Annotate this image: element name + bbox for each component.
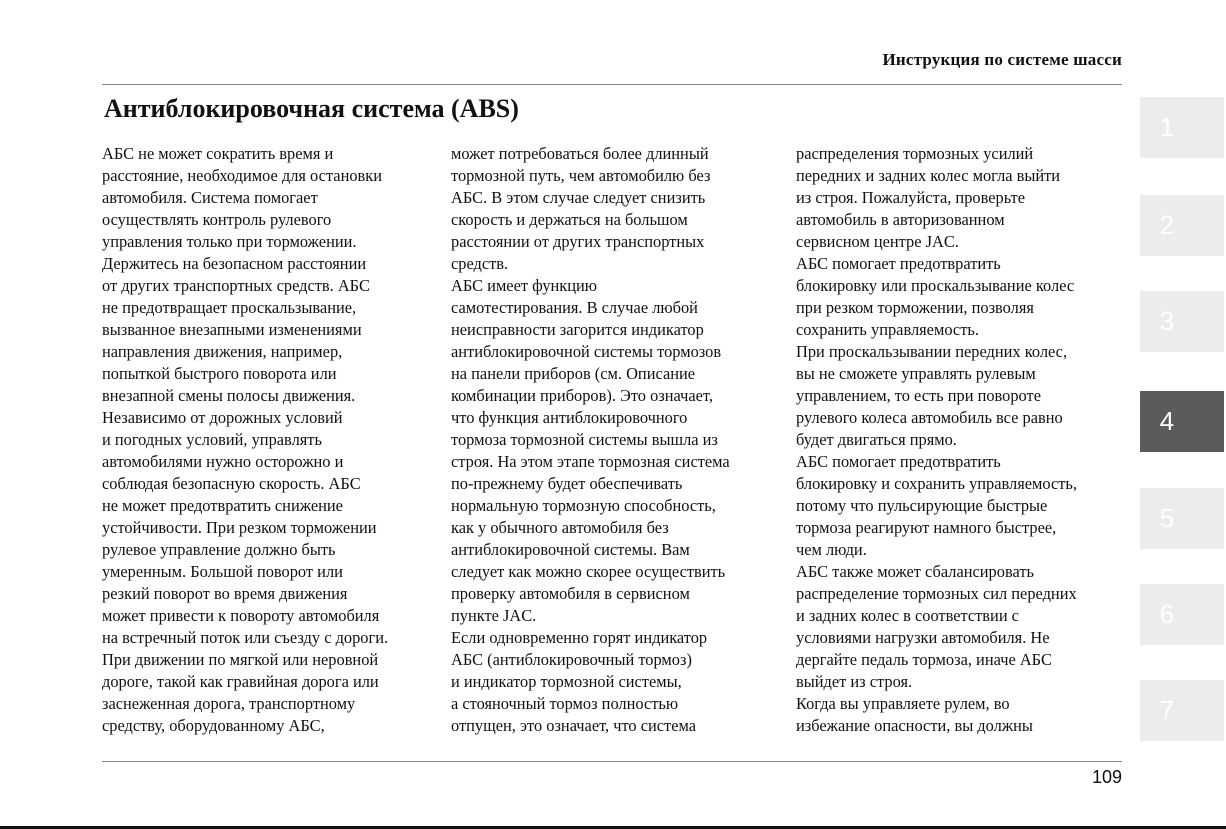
chapter-tab-5[interactable] [1140, 488, 1224, 549]
text-line: блокировку и сохранить управляемость, [796, 474, 1078, 493]
text-line: умеренным. Большой поворот или [102, 562, 343, 581]
text-line: расстоянии от других транспортных [451, 232, 705, 251]
text-line: сервисном центре JAC. [796, 232, 959, 251]
section-header-title: Инструкция по системе шасси [882, 50, 1122, 69]
text-line: при резком торможении, позволяя [796, 298, 1034, 317]
text-line: вызванное внезапными изменениями [102, 320, 362, 339]
text-line: направления движения, например, [102, 342, 343, 361]
text-line: соблюдая безопасную скорость. АБС [102, 474, 361, 493]
text-line: осуществлять контроль рулевого [102, 210, 332, 229]
chapter-tab-label: 4 [1159, 406, 1175, 436]
text-line: распределение тормозных сил передних [796, 584, 1077, 603]
text-line: выйдет из строя. [796, 672, 913, 691]
text-line: Когда вы управляете рулем, во [796, 694, 1010, 713]
text-line: и индикатор тормозной системы, [451, 672, 682, 691]
chapter-tab-label: 1 [1159, 112, 1175, 142]
chapter-tab-6[interactable] [1140, 584, 1224, 645]
text-line: Если одновременно горят индикатор [451, 628, 708, 647]
text-line: дергайте педаль тормоза, иначе АБС [796, 650, 1052, 669]
text-line: строя. На этом этапе тормозная система [451, 452, 730, 471]
text-line: что функция антиблокировочного [451, 408, 688, 427]
text-line: а стояночный тормоз полностью [451, 694, 679, 713]
text-line: не может предотвратить снижение [102, 496, 343, 515]
text-line: расстояние, необходимое для остановки [102, 166, 383, 185]
text-line: по-прежнему будет обеспечивать [451, 474, 683, 493]
page-title: Антиблокировочная система (ABS) [104, 94, 519, 123]
chapter-tab-1[interactable] [1140, 97, 1224, 158]
text-line: Держитесь на безопасном расстоянии [102, 254, 367, 273]
text-line: рулевое управление должно быть [102, 540, 336, 559]
text-line: неисправности загорится индикатор [451, 320, 704, 339]
page-number: 109 [1091, 767, 1122, 787]
text-line: Независимо от дорожных условий [102, 408, 343, 427]
text-line: При движении по мягкой или неровной [102, 650, 379, 669]
text-column-1 [102, 143, 388, 737]
text-line: внезапной смены полосы движения. [102, 386, 356, 405]
chapter-tab-label: 5 [1159, 503, 1175, 533]
chapter-tab-label: 3 [1159, 306, 1175, 336]
text-line: следует как можно скорее осуществить [451, 562, 726, 581]
text-line: блокировку или проскальзывание колес [796, 276, 1075, 295]
chapter-tab-7[interactable] [1140, 680, 1224, 741]
text-line: дороге, такой как гравийная дорога или [102, 672, 379, 691]
text-line: будет двигаться прямо. [796, 430, 957, 449]
text-line: комбинации приборов). Это означает, [451, 386, 713, 405]
text-line: потому что пульсирующие быстрые [796, 496, 1048, 515]
chapter-tab-3[interactable] [1140, 291, 1224, 352]
text-line: как у обычного автомобиля без [451, 518, 669, 537]
text-line: АБС помогает предотвратить [796, 254, 1001, 273]
text-line: автомобилями нужно осторожно и [102, 452, 344, 471]
chapter-tab-label: 7 [1159, 695, 1175, 725]
text-line: АБС помогает предотвратить [796, 452, 1001, 471]
text-line: тормоза реагируют намного быстрее, [796, 518, 1057, 537]
text-line: передних и задних колес могла выйти [796, 166, 1061, 185]
text-line: АБС. В этом случае следует снизить [451, 188, 706, 207]
text-line: чем люди. [796, 540, 867, 559]
text-line: управления только при торможении. [102, 232, 357, 251]
text-line: При проскальзывании передних колес, [796, 342, 1068, 361]
text-line: и погодных условий, управлять [102, 430, 322, 449]
text-line: пункте JAC. [451, 606, 537, 625]
text-line: попыткой быстрого поворота или [102, 364, 337, 383]
text-line: нормальную тормозную способность, [451, 496, 716, 515]
text-line: средств. [451, 254, 509, 273]
chapter-tab-label: 2 [1159, 210, 1175, 240]
text-column-2 [451, 143, 730, 737]
text-line: из строя. Пожалуйста, проверьте [796, 188, 1025, 207]
text-line: скорость и держаться на большом [451, 210, 688, 229]
text-line: может потребоваться более длинный [451, 144, 709, 163]
text-line: не предотвращает проскальзывание, [102, 298, 357, 317]
text-line: АБС также может сбалансировать [796, 562, 1034, 581]
chapter-tab-label: 6 [1159, 599, 1175, 629]
text-line: сохранить управляемость. [796, 320, 979, 339]
text-column-3 [796, 143, 1077, 737]
text-line: тормоза тормозной системы вышла из [451, 430, 718, 449]
text-line: и задних колес в соответствии с [796, 606, 1019, 625]
text-line: на панели приборов (см. Описание [451, 364, 696, 383]
text-line: антиблокировочной системы. Вам [451, 540, 690, 559]
text-line: управлением, то есть при повороте [796, 386, 1041, 405]
text-line: заснеженная дорога, транспортному [102, 694, 356, 713]
text-line: рулевого колеса автомобиль все равно [796, 408, 1063, 427]
header-divider [102, 84, 1122, 85]
text-line: самотестирования. В случае любой [451, 298, 698, 317]
chapter-tab-2[interactable] [1140, 195, 1224, 256]
text-line: автомобиль в авторизованном [796, 210, 1005, 229]
text-line: отпущен, это означает, что система [451, 716, 697, 735]
text-line: тормозной путь, чем автомобилю без [451, 166, 711, 185]
text-line: автомобиля. Система помогает [102, 188, 318, 207]
footer-divider [102, 761, 1122, 762]
text-line: от других транспортных средств. АБС [102, 276, 370, 295]
text-line: проверку автомобиля в сервисном [451, 584, 690, 603]
text-line: средству, оборудованному АБС, [102, 716, 325, 735]
text-line: АБС (антиблокировочный тормоз) [451, 650, 692, 669]
text-line: распределения тормозных усилий [796, 144, 1034, 163]
text-line: АБС не может сократить время и [102, 144, 334, 163]
text-line: на встречный поток или съезду с дороги. [102, 628, 389, 647]
text-line: резкий поворот во время движения [102, 584, 348, 603]
text-line: избежание опасности, вы должны [796, 716, 1033, 735]
text-line: устойчивости. При резком торможении [102, 518, 377, 537]
chapter-tab-4[interactable] [1140, 391, 1224, 452]
text-line: антиблокировочной системы тормозов [451, 342, 722, 361]
chapter-tabs [1140, 0, 1224, 829]
text-line: АБС имеет функцию [451, 276, 598, 295]
text-line: может привести к повороту автомобиля [102, 606, 380, 625]
text-line: условиями нагрузки автомобиля. Не [796, 628, 1050, 647]
text-line: вы не сможете управлять рулевым [796, 364, 1036, 383]
